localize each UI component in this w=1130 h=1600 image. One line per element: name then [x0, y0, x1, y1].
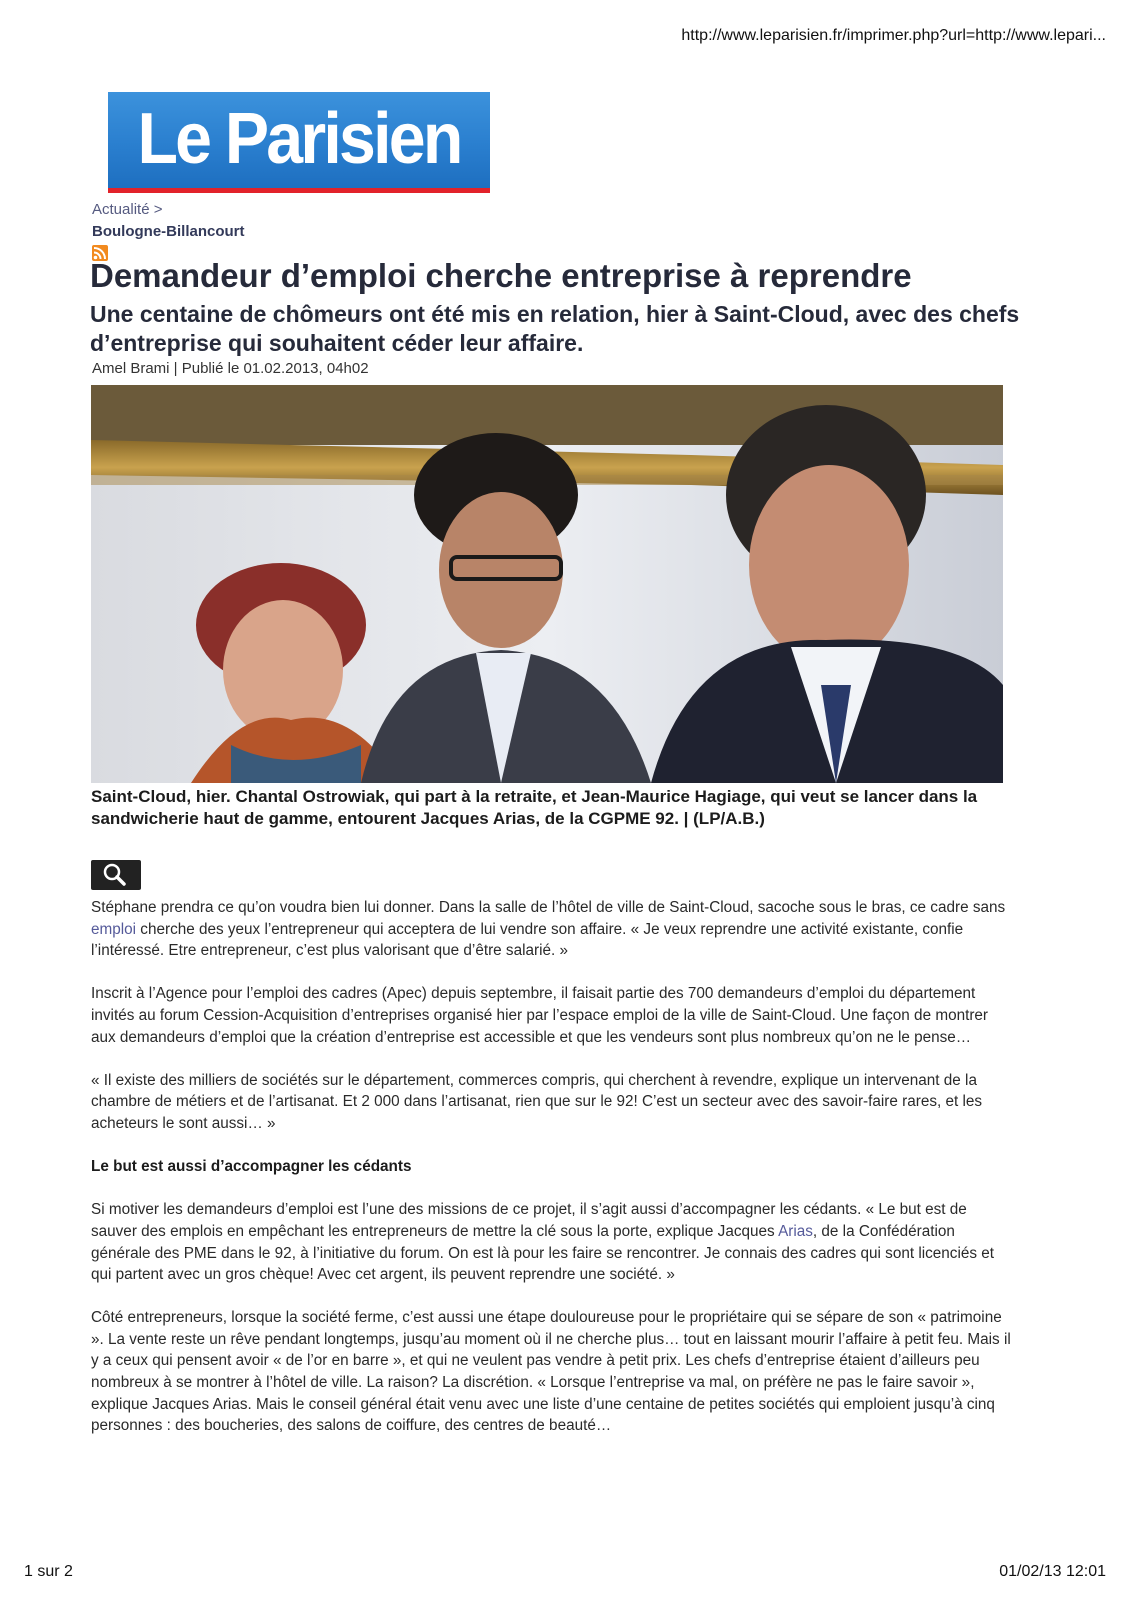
article-subheading: Le but est aussi d’accompagner les cédants: [91, 1158, 412, 1176]
breadcrumb-subsection[interactable]: Boulogne-Billancourt: [92, 223, 245, 240]
article-photo: [91, 385, 1003, 783]
magnifier-icon[interactable]: [91, 860, 141, 890]
paragraph-1: Stéphane prendra ce qu’on voudra bien lui donner. Dans la salle de l’hôtel de ville de Saint-Cloud, sacoche sous le bras, ce cadre sans emploi cherche des yeux l’entrepreneur qui acceptera de lui vendre son affaire. « Je veux reprendre une activité existante, confie l’intéressé. Etre entrepreneur, c’est plus valorisant que d’être salarié. »: [91, 899, 1006, 960]
paragraph-5: Côté entrepreneurs, lorsque la société ferme, c’est aussi une étape douloureuse pour le propriétaire qui se sépare de son « patrimoine ». La vente reste un rêve pendant longtemps, jusqu’au moment où il ne cherche plus… tout en laissant mourir l’affaire à petit feu. Mais il y a ceux qui pensent avoir « de l’or en barre », et qui ne veulent pas vendre à petit prix. Les chefs d’entreprise étaient d’ailleurs peu nombreux à se montrer à l’hôtel de ville. La raison? La discrétion. « Lorsque l’entreprise va mal, on préfère ne pas le faire savoir », explique Jacques Arias. Mais le conseil général était venu avec une liste d’une centaine de petites sociétés qui emploient jusqu’à cinq personnes : des boucheries, des salons de coiffure, des centres de beauté…: [91, 1309, 1011, 1435]
breadcrumb-section[interactable]: Actualité >: [92, 201, 163, 218]
paragraph-3: « Il existe des milliers de sociétés sur le département, commerces compris, qui cherchent à revendre, explique un intervenant de la chambre de métiers et de l’artisanat. Et 2 000 dans l’artisanat, rien que sur le 92! C’est un secteur avec des savoir-faire rares, et les acheteurs le sont aussi… »: [91, 1071, 983, 1132]
le-parisien-logo[interactable]: [108, 92, 490, 200]
logo-text: Le Parisien: [137, 99, 461, 179]
article-title: Demandeur d’emploi cherche entreprise à reprendre: [90, 257, 912, 294]
article-subtitle: Une centaine de chômeurs ont été mis en relation, hier à Saint-Cloud, avec des chefs d’entreprise qui souhaitent céder leur affaire.: [90, 301, 1020, 356]
logo-red-bar: [108, 188, 490, 193]
print-datetime: 01/02/13 12:01: [999, 1563, 1106, 1580]
link-arias[interactable]: Arias: [778, 1222, 813, 1240]
paragraph-2: Inscrit à l’Agence pour l’emploi des cadres (Apec) depuis septembre, il faisait partie des 700 demandeurs d’emploi du département invités au forum Cession-Acquisition d’entreprises organisé hier par l’espace emploi de la ville de Saint-Cloud. Une façon de montrer aux demandeurs d’emploi que la création d’entreprise est accessible et que les vendeurs sont plus nombreux qu’on ne le pense…: [91, 985, 989, 1046]
link-emploi[interactable]: emploi: [91, 920, 137, 938]
paragraph-4: Si motiver les demandeurs d’emploi est l’une des missions de ce projet, il s’agit aussi d’accompagner les cédants. « Le but est de sauver des emplois en empêchant les entrepreneurs de mettre la clé sous la porte, explique Jacques Arias, de la Confédération générale des PME dans le 92, à l’initiative du forum. On est là pour les faire se rencontrer. Je connais des cadres qui sont licenciés et qui partent avec un gros chèque! Avec cet argent, ils peuvent reprendre une société. »: [91, 1201, 995, 1284]
print-url: http://www.leparisien.fr/imprimer.php?url=http://www.lepari...: [681, 27, 1106, 44]
page-number: 1 sur 2: [24, 1563, 73, 1580]
article-byline: Amel Brami | Publié le 01.02.2013, 04h02: [92, 360, 369, 377]
article-body: [91, 897, 1011, 1458]
photo-caption: Saint-Cloud, hier. Chantal Ostrowiak, qui part à la retraite, et Jean-Maurice Hagiage, qui veut se lancer dans la sandwicherie haut de gamme, entourent Jacques Arias, de la CGPME 92. | (LP/A.B.): [91, 787, 978, 828]
